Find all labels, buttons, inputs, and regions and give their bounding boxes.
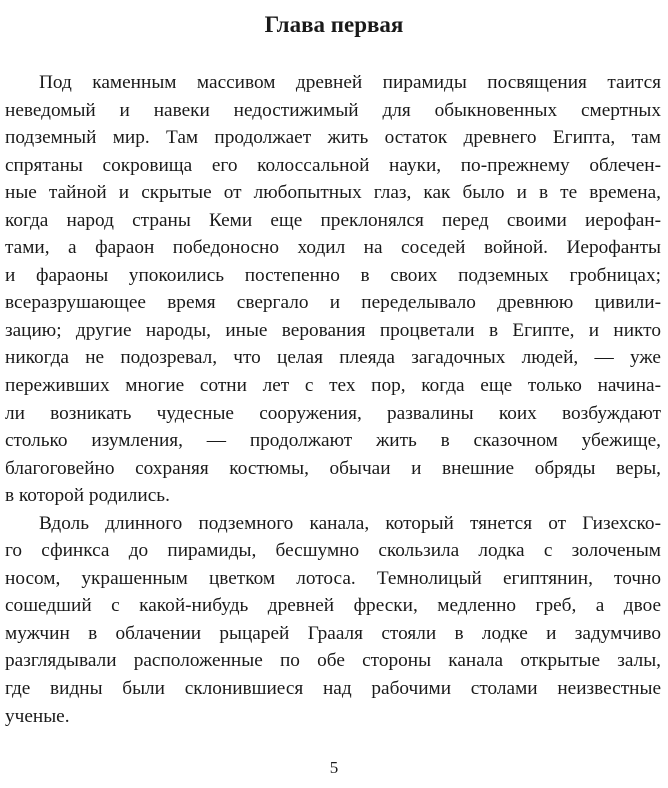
text-line: зацию; другие народы, иные верования процветали в Египте, и никто	[5, 319, 661, 341]
text-line: спрятаны сокровища его колоссальной науки, по-прежнему облечен-	[5, 154, 661, 176]
text-line: ученые.	[5, 705, 70, 727]
text-line: где видны были склонившиеся над рабочими столами неизвестные	[5, 678, 661, 700]
paragraph-1	[5, 69, 661, 510]
text-line: всеразрушающее время свергало и переделывало древнюю цивили-	[5, 292, 661, 314]
text-line: в которой родились.	[5, 485, 170, 507]
text-line: мужчин в облачении рыцарей Грааля стояли в лодке и задумчиво	[5, 622, 661, 644]
text-line: столько изумления, — продолжают жить в сказочном убежище,	[5, 430, 661, 452]
chapter-title: Глава первая	[264, 12, 404, 37]
text-line: никогда не подозревал, что целая плеяда загадочных людей, — уже	[5, 347, 661, 369]
text-line: ные тайной и скрытые от любопытных глаз, как было и в те времена,	[5, 182, 661, 204]
text-line: носом, украшенным цветком лотоса. Темнолицый египтянин, точно	[5, 567, 661, 589]
text-line: и фараоны упокоились постепенно в своих подземных гробницах;	[5, 264, 661, 286]
text-line: разглядывали расположенные по обе стороны канала открытые залы,	[5, 650, 661, 672]
page-number: 5	[329, 758, 339, 777]
text-line: ли возникать чудесные сооружения, развалины коих возбуждают	[5, 402, 661, 424]
text-line: Под каменным массивом древней пирамиды посвящения таится	[39, 72, 661, 93]
text-line: неведомый и навеки недостижимый для обыкновенных смертных	[5, 99, 661, 121]
body-text	[5, 69, 661, 730]
text-line: тами, а фараон победоносно ходил на соседей войной. Иерофанты	[5, 237, 661, 259]
text-line: подземный мир. Там продолжает жить остаток древнего Египта, там	[5, 127, 661, 149]
text-line: Вдоль длинного подземного канала, который тянется от Гизехско-	[39, 512, 661, 534]
text-line: переживших многие сотни лет с тех пор, когда еще только начина-	[5, 375, 661, 397]
text-line: благоговейно сохраняя костюмы, обычаи и внешние обряды веры,	[5, 457, 661, 479]
text-line: когда народ страны Кеми еще преклонялся перед своими иерофан-	[5, 209, 661, 231]
paragraph-2	[5, 510, 661, 730]
text-line: сошедший с какой-нибудь древней фрески, медленно греб, а двое	[5, 595, 661, 617]
text-line: го сфинкса до пирамиды, бесшумно скользила лодка с золоченым	[5, 540, 661, 562]
